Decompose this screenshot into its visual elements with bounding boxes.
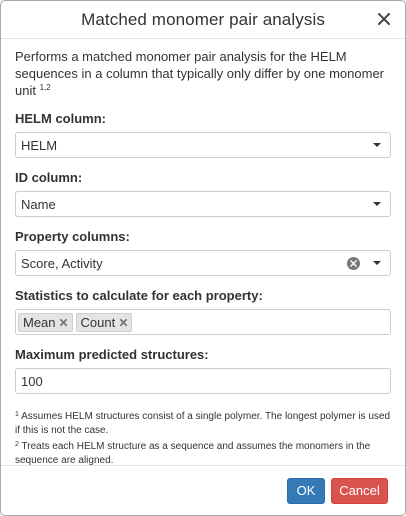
helm-column-select[interactable] [15, 132, 391, 158]
property-columns-select[interactable] [15, 250, 391, 276]
footnotes [15, 410, 391, 468]
helm-column-label: HELM column: [15, 111, 106, 126]
max-structures-label: Maximum predicted structures: [15, 347, 209, 362]
dialog-footer [1, 465, 405, 515]
footnote-1: $^1$ Assumes HELM structures consist of a single polymer. The longest polymer is used if this is not the case. [15, 411, 391, 436]
id-column-value: Name [21, 196, 56, 212]
close-icon[interactable] [375, 9, 393, 29]
dialog-body [1, 39, 405, 468]
statistics-label: Statistics to calculate for each property: [15, 288, 263, 303]
caret-down-icon [373, 261, 381, 265]
caret-down-icon [373, 143, 381, 147]
dialog-title: Matched monomer pair analysis [81, 9, 325, 29]
id-column-label: ID column: [15, 170, 83, 185]
tag-remove-icon[interactable] [59, 317, 69, 327]
dialog-description: Performs a matched monomer pair analysis for the HELM sequences in a column that typically only differ by one monomer unit $^{1,2}$ [15, 49, 385, 98]
ok-button[interactable]: OK [287, 478, 325, 504]
dialog-header [1, 1, 405, 39]
description-footnote-refs: 1,2 [39, 83, 51, 92]
tag-count [76, 313, 133, 332]
tag-label: Count [80, 314, 116, 330]
property-columns-value: Score, Activity [21, 255, 103, 271]
statistics-multiselect[interactable] [15, 309, 391, 335]
id-column-select[interactable] [15, 191, 391, 217]
clear-icon[interactable] [347, 257, 360, 270]
tag-remove-icon[interactable] [118, 317, 128, 327]
max-structures-input[interactable] [15, 368, 391, 394]
property-columns-label: Property columns: [15, 229, 130, 244]
footnote-2: $^2$ Treats each HELM structure as a sequence and assumes the monomers in the sequence are aligned. [15, 441, 371, 466]
tag-mean [18, 313, 73, 332]
caret-down-icon [373, 202, 381, 206]
cancel-button[interactable]: Cancel [331, 478, 388, 504]
tag-label: Mean [23, 314, 56, 330]
helm-column-value: HELM [21, 137, 58, 153]
